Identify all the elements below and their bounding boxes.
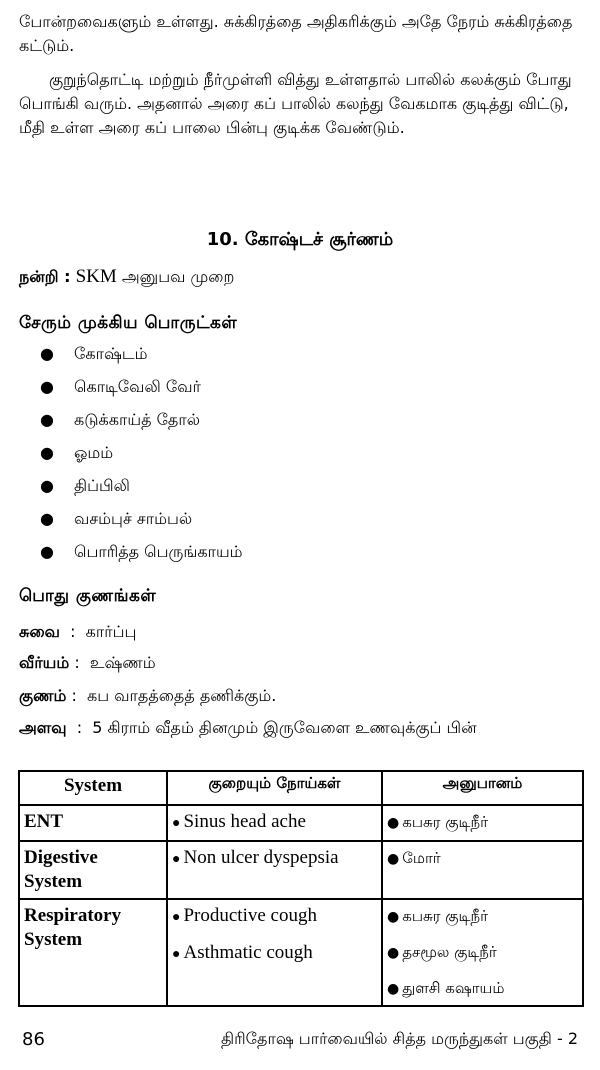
footer-title: திரிதோஷ பார்வையில் சித்த மருந்துகள் பகுதி - 2 <box>221 1029 578 1048</box>
page-number: 86 <box>22 1029 45 1050</box>
paragraph-2: குறுந்தொட்டி மற்றும் நீர்முள்ளி வித்து உள்ளதால் பாலில் கலக்கும் போது பொங்கி வரும். அதனால் அரை கப் பாலில் கலந்து வேகமாக குடித்து விட்டு, மீதி உள்ள அரை கப் பாலை பின்பு குடிக்க வேண்டும். <box>19 70 572 137</box>
ingredients-heading: சேரும் முக்கிய பொருட்கள் <box>19 313 238 333</box>
bullet-icon: ● <box>40 443 54 462</box>
system-table <box>18 770 584 1007</box>
system-cell: ENT <box>19 805 167 841</box>
diseases-cell: ● Non ulcer dyspepsia <box>167 841 382 899</box>
credit-line <box>19 266 234 288</box>
header-system: System <box>19 771 167 805</box>
property-value: கப வாதத்தைத் தணிக்கும். <box>87 686 277 705</box>
system-cell: Digestive System <box>19 841 167 899</box>
property-potency: வீர்யம் : உஷ்ணம் <box>19 653 156 672</box>
bullet-icon: ● <box>40 542 54 561</box>
system-cell: Respiratory System <box>19 899 167 1006</box>
credit-source: SKM <box>75 266 117 287</box>
property-value: 5 கிராம் வீதம் தினமும் இருவேளை உணவுக்குப் பின் <box>92 718 477 737</box>
property-value: உஷ்ணம் <box>89 653 156 672</box>
table-row <box>19 841 583 899</box>
bullet-icon: ● <box>40 377 54 396</box>
header-anupanam: அனுபானம் <box>382 771 583 805</box>
anupanam-cell: ● மோர் <box>382 841 583 899</box>
credit-label: நன்றி : <box>19 267 71 286</box>
bullet-icon: ● <box>40 509 54 528</box>
property-value: கார்ப்பு <box>85 622 137 641</box>
property-key: குணம் <box>19 686 67 705</box>
paragraph-1: போன்றவைகளும் உள்ளது. சுக்கிரத்தை அதிகரிக்கும் அதே நேரம் சுக்கிரத்தை கட்டும். <box>19 12 573 55</box>
anupanam-cell: ● கபசுர குடிநீர் ● தசமூல குடிநீர் ● துளசி கஷாயம் <box>382 899 583 1006</box>
anupanam-cell: ● கபசுர குடிநீர் <box>382 805 583 841</box>
property-quality: குணம் : கப வாதத்தைத் தணிக்கும். <box>19 686 277 705</box>
property-key: சுவை <box>19 622 60 641</box>
bullet-icon: ● <box>40 410 54 429</box>
bullet-icon: ● <box>40 476 54 495</box>
property-key: வீர்யம் <box>19 653 70 672</box>
property-dosage: அளவு : 5 கிராம் வீதம் தினமும் இருவேளை உணவுக்குப் பின் <box>19 718 477 737</box>
bullet-icon: ● <box>40 344 54 363</box>
header-diseases: குறையும் நோய்கள் <box>167 771 382 805</box>
section-title: 10. கோஷ்டச் சூர்ணம் <box>206 229 394 250</box>
credit-suffix: அனுபவ முறை <box>121 267 235 286</box>
property-key: அளவு <box>19 718 67 737</box>
diseases-cell: ● Productive cough ● Asthmatic cough <box>167 899 382 1006</box>
properties-heading: பொது குணங்கள் <box>19 586 157 606</box>
table-row <box>19 805 583 841</box>
property-taste: சுவை : கார்ப்பு <box>19 622 137 641</box>
table-header-row <box>19 771 583 805</box>
table-row <box>19 899 583 1006</box>
diseases-cell: ● Sinus head ache <box>167 805 382 841</box>
